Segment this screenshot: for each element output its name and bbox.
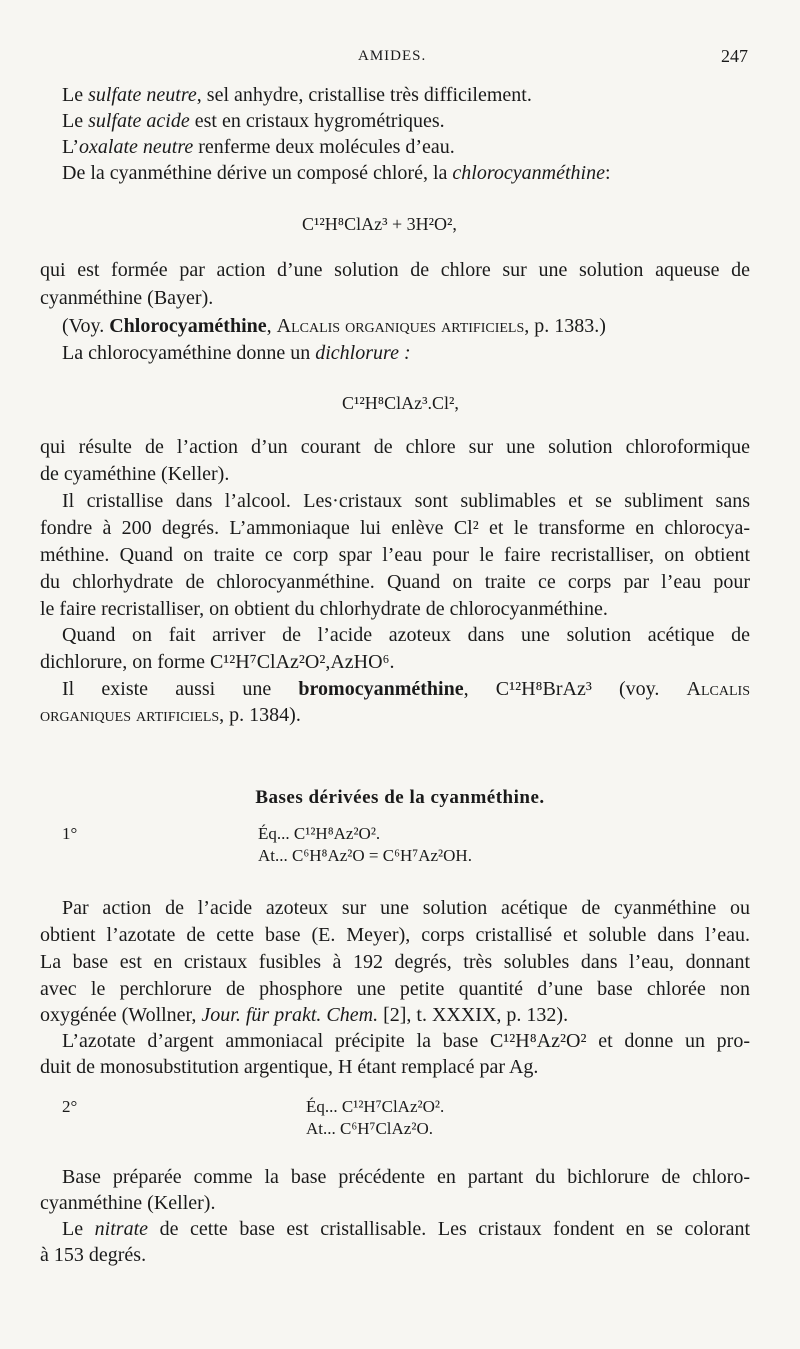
running-header [0,48,800,72]
text-line: L’azotate d’argent ammoniacal précipite la base C¹²H⁸Az²O² et donne un pro- [62,1030,750,1052]
text-line: Base préparée comme la base précédente en partant du bichlorure de chloro- [62,1166,750,1188]
formula-dichlorure: C¹²H⁸ClAz³.Cl², [342,393,459,413]
formula-atomic: At... C⁶H⁸Az²O = C⁶H⁷Az²OH. [258,846,472,865]
text-line: Il existe aussi une bromocyanméthine, C¹²H⁸BrAz³ (voy. Alcalis [62,678,750,700]
text-line: cyanméthine (Bayer). [40,287,214,309]
text-line: le faire recristalliser, on obtient du chlorhydrate de chlorocyanméthine. [40,598,608,620]
text-line: Le sulfate acide est en cristaux hygrométriques. [62,110,445,132]
text-line: à 153 degrés. [40,1244,147,1266]
text-line: Par action de l’acide azoteux sur une solution acétique de cyanméthine ou [62,897,750,919]
text-line: méthine. Quand on traite ce corp spar l’eau pour le faire recristalliser, on obtient [40,544,750,566]
text-line: La base est en cristaux fusibles à 192 degrés, très solubles dans l’eau, donnant [40,951,750,973]
text-line: L’oxalate neutre renferme deux molécules d’eau. [62,136,455,158]
text-line: organiques artificiels, p. 1384). [40,704,301,726]
text-line: qui est formée par action d’une solution de chlore sur une solution aqueuse de [40,259,750,281]
bibliographic-reference: oxygénée (Wollner, Jour. für prakt. Chem. [2], t. XXXIX, p. 132). [40,1004,569,1026]
item-number: 1° [62,824,78,843]
formula-equivalent: Éq... C¹²H⁷ClAz²O². [306,1097,445,1116]
text-line: avec le perchlorure de phosphore une petite quantité d’une base chlorée non [40,978,750,1000]
header-title: AMIDES. [358,48,427,64]
text-line: De la cyanméthine dérive un composé chloré, la chlorocyanméthine: [62,162,611,184]
text-line: cyanméthine (Keller). [40,1192,216,1214]
text-line: de cyaméthine (Keller). [40,463,230,485]
text-line: Le nitrate de cette base est cristallisable. Les cristaux fondent en se colorant [62,1218,751,1240]
formula-equivalent: Éq... C¹²H⁸Az²O². [258,824,381,843]
text-line: Il cristallise dans l’alcool. Les·cristaux sont sublimables et se subliment sans [62,490,750,512]
text-line: fondre à 200 degrés. L’ammoniaque lui enlève Cl² et le transforme en chlorocya- [40,517,750,539]
formula-atomic: At... C⁶H⁷ClAz²O. [306,1119,433,1138]
text-line: duit de monosubstitution argentique, H étant remplacé par Ag. [40,1056,539,1078]
text-line: qui résulte de l’action d’un courant de chlore sur une solution chloroformique [40,436,750,458]
section-heading: Bases dérivées de la cyanméthine. [255,787,545,808]
text-line: du chlorhydrate de chlorocyanméthine. Quand on traite ce corps par l’eau pour [40,571,750,593]
cross-reference: (Voy. Chlorocyaméthine, Alcalis organiques artificiels, p. 1383.) [62,315,606,337]
text-line: Quand on fait arriver de l’acide azoteux dans une solution acétique de [62,624,750,646]
page-number: 247 [721,46,748,66]
item-number: 2° [62,1097,78,1116]
text-line: obtient l’azotate de cette base (E. Meyer), corps cristallisé et soluble dans l’eau. [40,924,750,946]
text-line: La chlorocyaméthine donne un dichlorure : [62,342,411,364]
text-line: Le sulfate neutre, sel anhydre, cristallise très difficilement. [62,84,532,106]
text-line: dichlorure, on forme C¹²H⁷ClAz²O²,AzHO⁶. [40,651,395,673]
formula-chlorocyanmethine: C¹²H⁸ClAz³ + 3H²O², [302,214,457,234]
